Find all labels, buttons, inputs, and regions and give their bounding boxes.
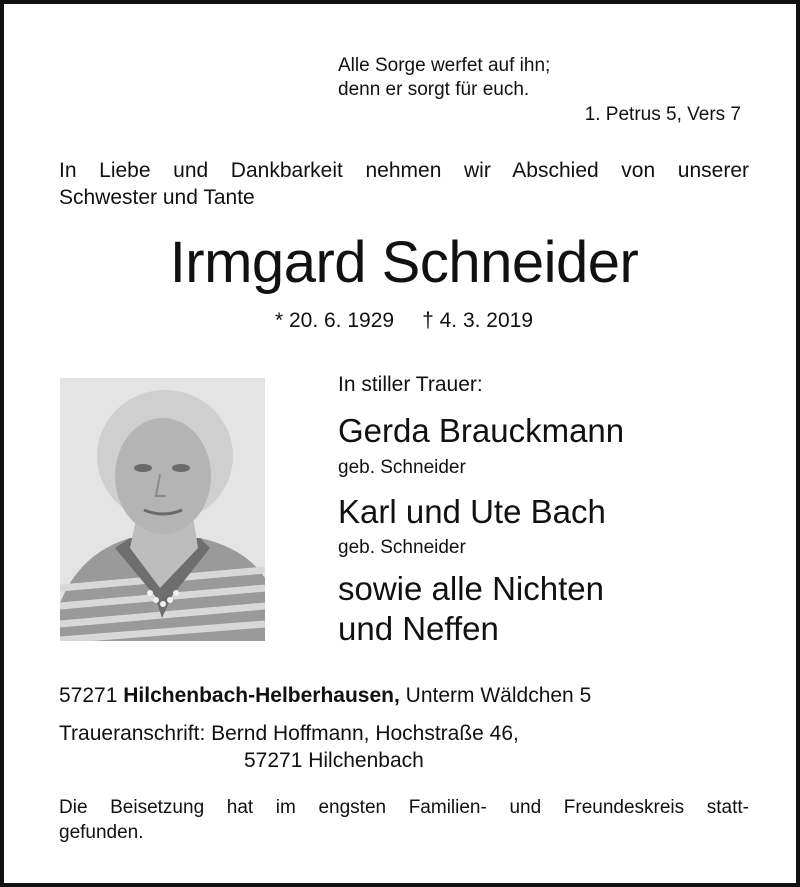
- death-date: † 4. 3. 2019: [422, 309, 534, 332]
- mourner-name: Gerda Brauckmann: [338, 412, 625, 449]
- deceased-name: Irmgard Schneider: [169, 230, 639, 295]
- other-relatives-line: sowie alle Nichten: [338, 570, 604, 607]
- bible-verse: [338, 54, 550, 102]
- home-address: [59, 684, 591, 708]
- intro-text: [59, 157, 749, 211]
- town: Hilchenbach-Helberhausen,: [123, 684, 400, 707]
- life-dates: [4, 309, 800, 333]
- intro-line: In Liebe und Dankbarkeit nehmen wir Abschied von unserer: [59, 159, 749, 182]
- mourning-address-line: Traueranschrift: Bernd Hoffmann, Hochstraße 46,: [59, 722, 519, 745]
- verse-reference: 1. Petrus 5, Vers 7: [584, 104, 741, 125]
- verse-line: denn er sorgt für euch.: [338, 79, 530, 100]
- burial-line: Die Beisetzung hat im engsten Familien- und Freundeskreis statt-: [59, 797, 749, 818]
- mourning-label: In stiller Trauer:: [338, 373, 483, 396]
- portrait-photo: [60, 378, 265, 641]
- maiden-name: geb. Schneider: [338, 537, 466, 558]
- verse-line: Alle Sorge werfet auf ihn;: [338, 55, 551, 76]
- maiden-name: geb. Schneider: [338, 457, 466, 478]
- other-relatives-line: und Neffen: [338, 610, 499, 647]
- intro-line: Schwester und Tante: [59, 186, 255, 209]
- burial-notice: [59, 795, 749, 845]
- postcode: 57271: [59, 684, 118, 707]
- burial-line: gefunden.: [59, 822, 144, 843]
- mourning-address-line: 57271 Hilchenbach: [244, 749, 424, 772]
- street: Unterm Wäldchen 5: [405, 684, 592, 707]
- mourner-name: Karl und Ute Bach: [338, 493, 606, 530]
- birth-date: * 20. 6. 1929: [274, 309, 395, 332]
